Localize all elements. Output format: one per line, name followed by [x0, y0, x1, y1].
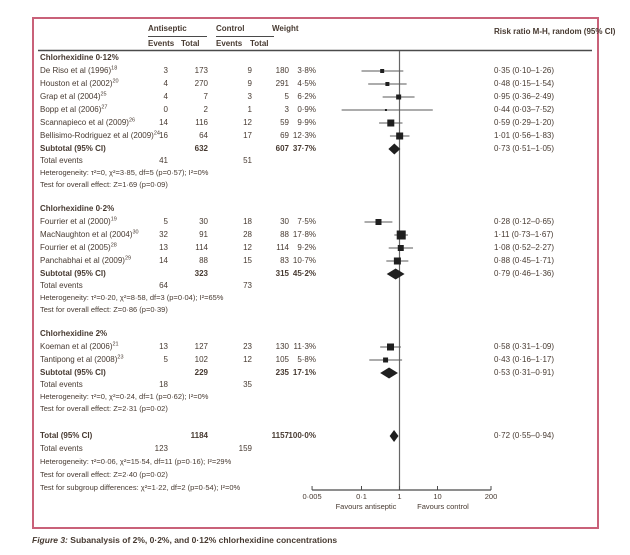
control-events: 3	[247, 92, 252, 101]
antiseptic-total: 88	[199, 256, 208, 265]
overall-effect-text: Test for overall effect: Z=0·86 (p=0·39)	[40, 305, 168, 314]
control-header-underline	[216, 36, 274, 37]
control-events-subheader: Events	[216, 39, 243, 48]
study-reference-superscript: 23	[117, 354, 124, 361]
total-events-label: Total events	[40, 444, 83, 453]
heterogeneity-text: Heterogeneity: τ²=0·06, χ²=15·54, df=11 (p=0·16); I²=29%	[40, 457, 232, 466]
risk-ratio-value: 0·58 (0·31–1·09)	[494, 342, 555, 351]
study-reference-superscript: 30	[132, 229, 139, 236]
study-row-label: Tantipong et al $(2008)^{23}$	[40, 354, 124, 364]
control-total-subheader: Total	[250, 39, 269, 48]
study-row-label: Panchabhai et al $(2009)^{29}$	[40, 255, 132, 265]
total-events-label: Total events	[40, 281, 83, 290]
study-reference-superscript: 20	[112, 78, 119, 85]
risk-ratio-value: 0·28 (0·12–0·65)	[494, 217, 555, 226]
antiseptic-total: 91	[199, 230, 208, 239]
weight: 17·1%	[292, 368, 316, 377]
axis-tick-label: 0·1	[356, 492, 367, 501]
control-events: 73	[243, 281, 252, 290]
study-row-label: Bopp et al $(2006)^{27}$	[40, 104, 108, 114]
control-events: 9	[247, 79, 252, 88]
weight: 100·0%	[288, 431, 316, 440]
weight: 3·8%	[297, 66, 316, 75]
study-reference-superscript: 24	[153, 130, 160, 137]
control-total: 59	[280, 118, 289, 127]
control-total: 83	[280, 256, 289, 265]
antiseptic-total: 127	[194, 342, 208, 351]
control-events: 35	[243, 380, 252, 389]
control-events: 12	[243, 118, 252, 127]
subgroup-differences-text: Test for subgroup differences: χ²=1·22, df=2 (p=0·54); I²=0%	[40, 483, 241, 492]
study-row-label: Fourrier et al $(2005)^{28}$	[40, 242, 117, 252]
antiseptic-total: 229	[194, 368, 208, 377]
group-label: Chlorhexidine 2%	[40, 329, 108, 338]
axis-tick-label: 0·005	[302, 492, 322, 501]
control-events: 15	[243, 256, 252, 265]
antiseptic-events: 16	[159, 131, 168, 140]
control-events: 12	[243, 355, 252, 364]
antiseptic-events: 4	[163, 92, 168, 101]
antiseptic-events: 123	[154, 444, 168, 453]
risk-ratio-value: 0·72 (0·55–0·94)	[494, 431, 555, 440]
heterogeneity-text: Heterogeneity: τ²=0, χ²=0·24, df=1 (p=0·62); I²=0%	[40, 392, 209, 401]
favours-control-label: Favours control	[417, 502, 469, 511]
control-total: 291	[275, 79, 289, 88]
risk-ratio-value: 1·08 (0·52–2·27)	[494, 243, 555, 252]
antiseptic-events: 3	[163, 66, 168, 75]
study-row-label: Bellisimo-Rodriguez et al $(2009)^{24}$	[40, 130, 160, 140]
overall-effect-text: Test for overall effect: Z=1·69 (p=0·09)	[40, 180, 168, 189]
study-row-label: Scannapieco et al $(2009)^{26}$	[40, 117, 136, 127]
subtotal-label: Subtotal (95% CI)	[40, 269, 106, 278]
control-events: 9	[247, 66, 252, 75]
antiseptic-events: 64	[159, 281, 168, 290]
antiseptic-events: 14	[159, 118, 168, 127]
control-total: 235	[275, 368, 289, 377]
risk-ratio-value: 0·73 (0·51–1·05)	[494, 144, 555, 153]
risk-ratio-value: 1·01 (0·56–1·83)	[494, 131, 555, 140]
antiseptic-events: 5	[163, 217, 168, 226]
control-total: 3	[284, 105, 289, 114]
risk-ratio-value: 1·11 (0·73–1·67)	[494, 230, 554, 239]
weight: 10·7%	[292, 256, 316, 265]
control-total: 130	[275, 342, 289, 351]
control-events: 28	[243, 230, 252, 239]
weight: 7·5%	[297, 217, 316, 226]
antiseptic-events: 41	[159, 156, 168, 165]
risk-ratio-value: 0·44 (0·03–7·52)	[494, 105, 555, 114]
risk-ratio-value: 0·59 (0·29–1·20)	[494, 118, 555, 127]
antiseptic-events: 14	[159, 256, 168, 265]
heterogeneity-text: Heterogeneity: τ²=0·20, χ²=8·58, df=3 (p=0·04); I²=65%	[40, 293, 224, 302]
study-reference-superscript: 26	[128, 117, 136, 124]
study-reference-superscript: 29	[124, 255, 132, 262]
control-events: 17	[243, 131, 252, 140]
antiseptic-total: 30	[199, 217, 208, 226]
study-reference-superscript: 25	[100, 91, 107, 98]
caption-text: Subanalysis of 2%, 0·2%, and 0·12% chlorhexidine concentrations	[70, 535, 338, 545]
axis-tick-label: 200	[484, 492, 498, 501]
study-reference-superscript: 21	[112, 341, 119, 348]
control-total: 315	[275, 269, 289, 278]
antiseptic-total: 7	[203, 92, 208, 101]
antiseptic-total: 1184	[190, 431, 208, 440]
antiseptic-total: 64	[199, 131, 208, 140]
control-events: 51	[243, 156, 252, 165]
weight: 0·9%	[297, 105, 316, 114]
antiseptic-header-underline	[148, 36, 207, 37]
subtotal-label: Subtotal (95% CI)	[40, 144, 106, 153]
total-events-label: Total events	[40, 156, 83, 165]
weight-column-header: Weight	[272, 24, 299, 33]
antiseptic-total: 114	[195, 243, 208, 252]
weight: 5·8%	[297, 355, 316, 364]
risk-ratio-value: 0·48 (0·15–1·54)	[494, 79, 555, 88]
control-total: 1157	[271, 431, 289, 440]
weight: 17·8%	[292, 230, 316, 239]
antiseptic-events: 5	[163, 355, 168, 364]
axis-tick-label: 10	[433, 492, 442, 501]
antiseptic-events: 0	[163, 105, 168, 114]
control-total: 105	[275, 355, 289, 364]
antiseptic-total: 270	[194, 79, 208, 88]
favours-antiseptic-label: Favours antiseptic	[335, 502, 397, 511]
study-row-label: Grap et al $(2004)^{25}$	[40, 91, 107, 101]
risk-ratio-value: 0·43 (0·16–1·17)	[494, 355, 555, 364]
risk-ratio-value: 0·95 (0·36–2·49)	[494, 92, 555, 101]
weight: 9·9%	[297, 118, 316, 127]
risk-ratio-value: 0·53 (0·31–0·91)	[494, 368, 555, 377]
risk-ratio-value: 0·35 (0·10–1·26)	[494, 66, 555, 75]
study-reference-superscript: 18	[111, 65, 118, 72]
risk-ratio-value: 0·79 (0·46–1·36)	[494, 269, 555, 278]
antiseptic-events-subheader: Events	[148, 39, 175, 48]
weight: 4·5%	[297, 79, 316, 88]
weight: 6·2%	[297, 92, 316, 101]
control-total: 180	[275, 66, 289, 75]
study-row-label: Fourrier et al $(2000)^{19}$	[40, 216, 117, 226]
weight: 45·2%	[292, 269, 316, 278]
control-total: 114	[276, 243, 289, 252]
heterogeneity-text: Heterogeneity: τ²=0, χ²=3·85, df=5 (p=0·57); I²=0%	[40, 168, 209, 177]
antiseptic-events: 13	[159, 342, 168, 351]
control-total: 30	[280, 217, 289, 226]
control-total: 88	[280, 230, 289, 239]
control-column-header: Control	[216, 24, 245, 33]
risk-ratio-column-header: Risk ratio M-H, random (95% CI)	[494, 27, 616, 36]
antiseptic-total: 116	[195, 118, 208, 127]
control-total: 607	[275, 144, 289, 153]
study-row-label: Houston et al $(2002)^{20}$	[40, 78, 119, 88]
study-reference-superscript: 19	[110, 216, 117, 223]
control-events: 23	[243, 342, 252, 351]
total-label: Total (95% CI)	[40, 431, 93, 440]
antiseptic-events: 18	[159, 380, 168, 389]
axis-tick-label: 1	[397, 492, 402, 501]
weight: 9·2%	[297, 243, 316, 252]
antiseptic-total: 173	[194, 66, 208, 75]
antiseptic-total: 323	[194, 269, 208, 278]
weight: 12·3%	[292, 131, 316, 140]
antiseptic-events: 4	[163, 79, 168, 88]
study-reference-superscript: 28	[110, 242, 117, 249]
control-total: 5	[284, 92, 289, 101]
antiseptic-column-header: Antiseptic	[148, 24, 187, 33]
total-events-label: Total events	[40, 380, 83, 389]
control-events: 18	[243, 217, 252, 226]
weight: 11·3%	[293, 342, 316, 351]
antiseptic-events: 13	[159, 243, 168, 252]
group-label: Chlorhexidine 0·2%	[40, 204, 115, 213]
study-row-label: Koeman et al $(2006)^{21}$	[40, 341, 119, 351]
risk-ratio-value: 0·88 (0·45–1·71)	[494, 256, 555, 265]
antiseptic-total: 102	[194, 355, 208, 364]
caption-figure-number: Figure 3:	[32, 535, 68, 545]
study-row-label: De Riso et al $(1996)^{18}$	[40, 65, 118, 75]
control-events: 159	[238, 444, 252, 453]
group-label: Chlorhexidine 0·12%	[40, 53, 119, 62]
antiseptic-total-subheader: Total	[181, 39, 200, 48]
control-events: 1	[247, 105, 252, 114]
control-total: 69	[280, 131, 289, 140]
study-reference-superscript: 27	[101, 104, 108, 111]
antiseptic-total: 2	[203, 105, 208, 114]
control-events: 12	[243, 243, 252, 252]
study-row-label: MacNaughton et al $(2004)^{30}$	[40, 229, 139, 239]
caption	[32, 535, 337, 545]
antiseptic-events: 32	[159, 230, 168, 239]
subtotal-label: Subtotal (95% CI)	[40, 368, 106, 377]
overall-effect-text: Test for overall effect: Z=2·31 (p=0·02)	[40, 404, 168, 413]
overall-effect-text: Test for overall effect: Z=2·40 (p=0·02)	[40, 470, 168, 479]
weight: 37·7%	[292, 144, 316, 153]
antiseptic-total: 632	[194, 144, 208, 153]
